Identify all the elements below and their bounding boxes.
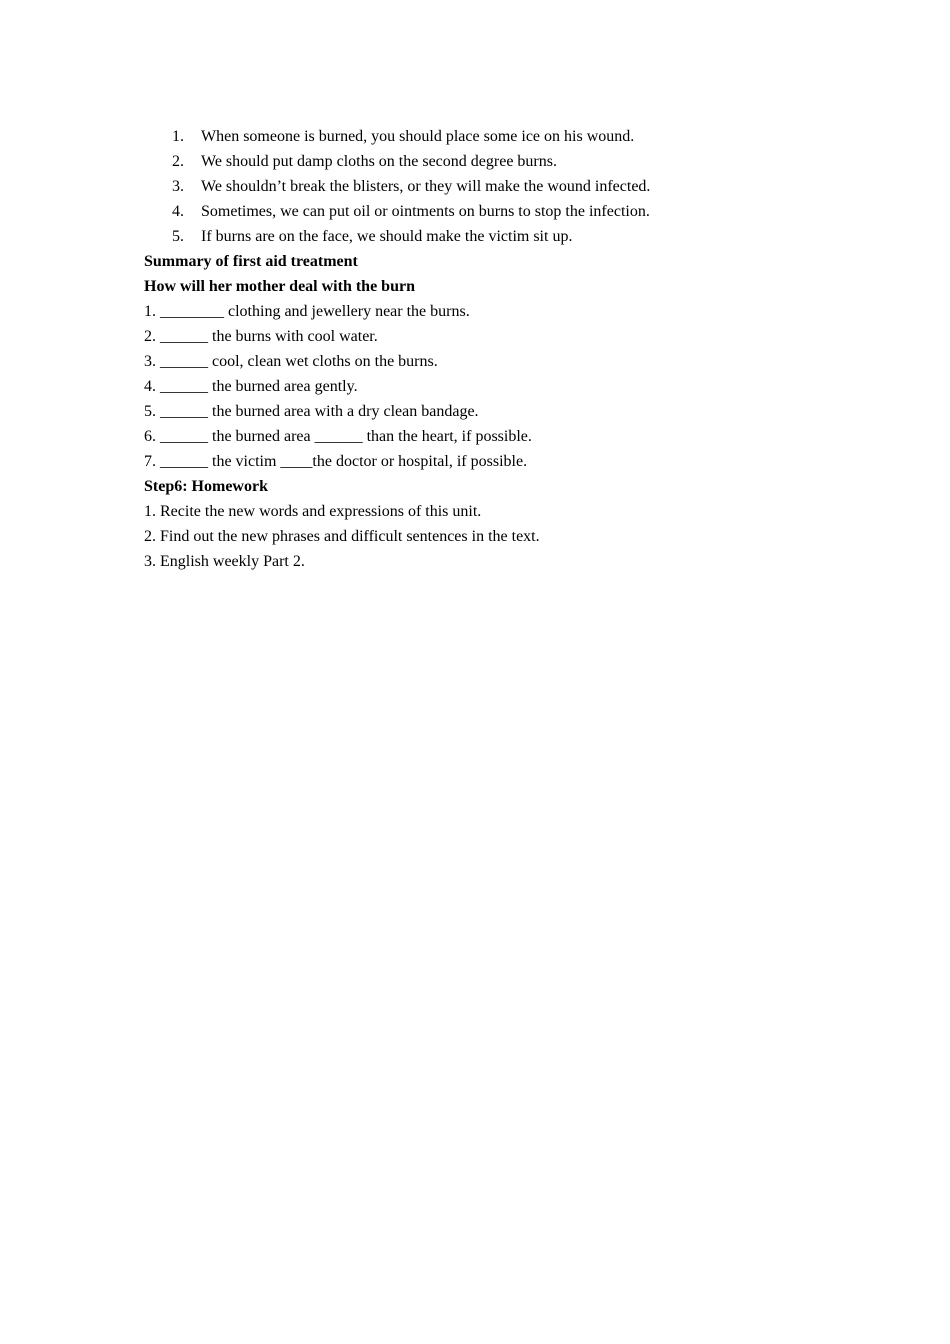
list-item: [144, 174, 824, 199]
list-item-text: We shouldn’t break the blisters, or they will make the wound infected.: [201, 178, 651, 195]
list-item-number: 3.: [172, 178, 184, 195]
summary-heading: Summary of first aid treatment: [144, 253, 358, 270]
fill-in-item: 5. ______ the burned area with a dry clean bandage.: [144, 403, 479, 420]
true-false-statements: [144, 124, 824, 249]
homework-item: 3. English weekly Part 2.: [144, 553, 305, 570]
document-body: [144, 124, 824, 574]
list-item: [144, 124, 824, 149]
list-item-text: We should put damp cloths on the second degree burns.: [201, 153, 557, 170]
list-item-text: If burns are on the face, we should make the victim sit up.: [201, 228, 573, 245]
list-item: [144, 149, 824, 174]
homework-item: 1. Recite the new words and expressions of this unit.: [144, 503, 482, 520]
fill-in-item: 1. ________ clothing and jewellery near the burns.: [144, 303, 470, 320]
list-item: [144, 224, 824, 249]
homework-list: [144, 499, 824, 574]
summary-subheading: How will her mother deal with the burn: [144, 278, 415, 295]
summary-fill-in-list: [144, 299, 824, 474]
list-item-text: Sometimes, we can put oil or ointments on burns to stop the infection.: [201, 203, 650, 220]
fill-in-item: 2. ______ the burns with cool water.: [144, 328, 378, 345]
fill-in-item: 6. ______ the burned area ______ than the heart, if possible.: [144, 428, 532, 445]
list-item-number: 1.: [172, 128, 184, 145]
fill-in-item: 3. ______ cool, clean wet cloths on the burns.: [144, 353, 438, 370]
list-item-text: When someone is burned, you should place some ice on his wound.: [201, 128, 635, 145]
list-item: [144, 199, 824, 224]
fill-in-item: 4. ______ the burned area gently.: [144, 378, 358, 395]
list-item-number: 4.: [172, 203, 184, 220]
homework-item: 2. Find out the new phrases and difficult sentences in the text.: [144, 528, 540, 545]
fill-in-item: 7. ______ the victim ____the doctor or hospital, if possible.: [144, 453, 528, 470]
list-item-number: 5.: [172, 228, 184, 245]
homework-heading: Step6: Homework: [144, 478, 268, 495]
list-item-number: 2.: [172, 153, 184, 170]
